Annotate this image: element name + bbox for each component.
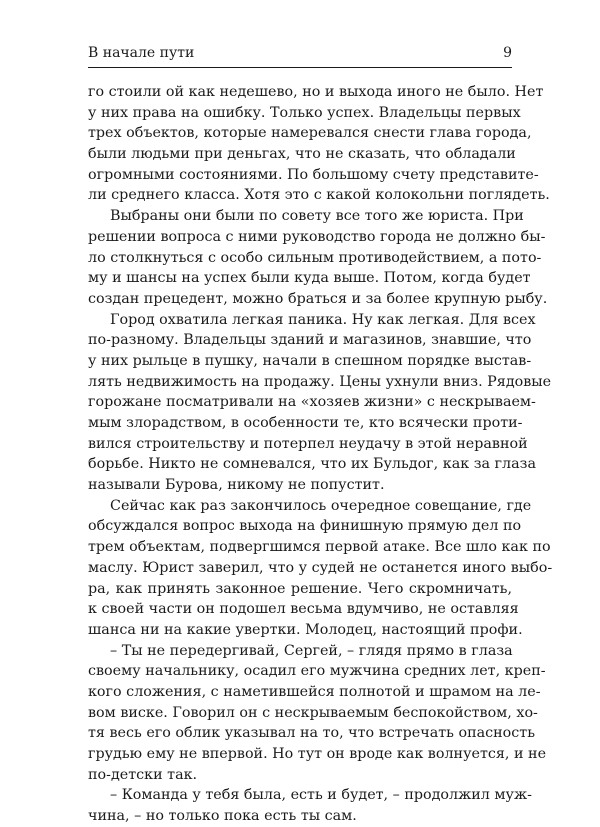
text-line: трех объектов, которые намеревался снести глава города, — [88, 125, 532, 142]
text-line: тя весь его облик указывал на то, что встречать опасность — [88, 725, 535, 742]
text-line: обсуждался вопрос выхода на финишную прямую дел по — [88, 518, 522, 535]
text-line: вом виске. Говорил он с нескрываемым беспокойством, хо- — [88, 704, 538, 721]
paragraph — [88, 785, 532, 826]
text-line: лять недвижимость на продажу. Цены ухнули вниз. Рядовые — [88, 373, 552, 390]
text-line: ра, как принять законное решение. Чего скромничать, — [88, 580, 512, 597]
text-line: му и шансы на успех были куда выше. Потом, когда будет — [88, 270, 531, 287]
text-line: – Ты не передергивай, Сергей, – глядя прямо в глаза — [110, 642, 513, 659]
text-line: вился строительству и потерпел неудачу в этой неравной — [88, 435, 528, 452]
text-line: называли Бурова, никому не попустит. — [88, 477, 385, 494]
paragraph — [88, 641, 547, 786]
text-line: кого сложения, с наметившейся полнотой и шрамом на ле- — [88, 683, 541, 700]
text-line: шанса ни на какие увертки. Молодец, настоящий профи. — [88, 621, 523, 638]
paragraph — [88, 82, 550, 206]
text-line: го стоили ой как недешево, но и выхода иного не было. Нет — [88, 84, 544, 100]
text-line: маслу. Юрист заверил, что у судей не останется иного выбо- — [88, 559, 553, 576]
text-line: по-детски так. — [88, 766, 198, 783]
text-line: горожане посматривали на «хозяев жизни» с нескрываем- — [88, 394, 536, 411]
text-line: к своей части он подошел весьма вдумчиво, не оставляя — [88, 601, 519, 618]
text-line: огромными состояниями. По большому счету представите- — [88, 166, 539, 183]
text-line: решении вопроса с ними руководство города не должно бы- — [88, 228, 546, 245]
text-line: ло столкнуться с особо сильным противодействием, а пото- — [88, 249, 542, 266]
page-number: 9 — [503, 45, 512, 61]
paragraph — [88, 496, 553, 641]
text-line: борьбе. Никто не сомневался, что их Бульдог, как за глаза — [88, 456, 536, 473]
text-line: у них права на ошибку. Только успех. Владельцы первых — [88, 104, 521, 121]
text-line: создан прецедент, можно браться и за более крупную рыбу. — [88, 290, 548, 307]
running-title: В начале пути — [88, 45, 195, 61]
text-line: по-разному. Владельцы зданий и магазинов, знавшие, что — [88, 332, 532, 349]
text-line: мым злорадством, в особенности те, кто всячески проти- — [88, 415, 523, 431]
text-line: грудью ему не впервой. Но тут он вроде как волнуется, и не — [88, 746, 547, 762]
paragraph — [88, 206, 548, 309]
text-line: чина, – но только пока есть ты сам. — [88, 808, 357, 825]
text-line: Город охватила легкая паника. Ну как легкая. Для всех — [110, 311, 536, 328]
paragraph — [88, 310, 552, 496]
text-line: трем объектам, подвергшимся первой атаке. Все шло как по — [88, 539, 551, 556]
text-line: были людьми при деньгах, что не сказать, что обладали — [88, 146, 516, 163]
text-line: – Команда у тебя была, есть и будет, – продолжил муж- — [110, 787, 532, 804]
text-line: своему начальнику, осадил его мужчина средних лет, креп- — [88, 663, 546, 680]
text-line: Сейчас как раз закончилось очередное совещание, где — [110, 497, 532, 514]
running-header — [88, 45, 512, 68]
text-line: у них рыльце в пушку, начали в спешном порядке выстав- — [88, 352, 532, 369]
body-text — [88, 82, 553, 827]
text-line: Выбраны они были по совету все того же юриста. При — [110, 208, 524, 225]
text-line: ли среднего класса. Хотя это с какой колокольни поглядеть. — [88, 187, 550, 204]
